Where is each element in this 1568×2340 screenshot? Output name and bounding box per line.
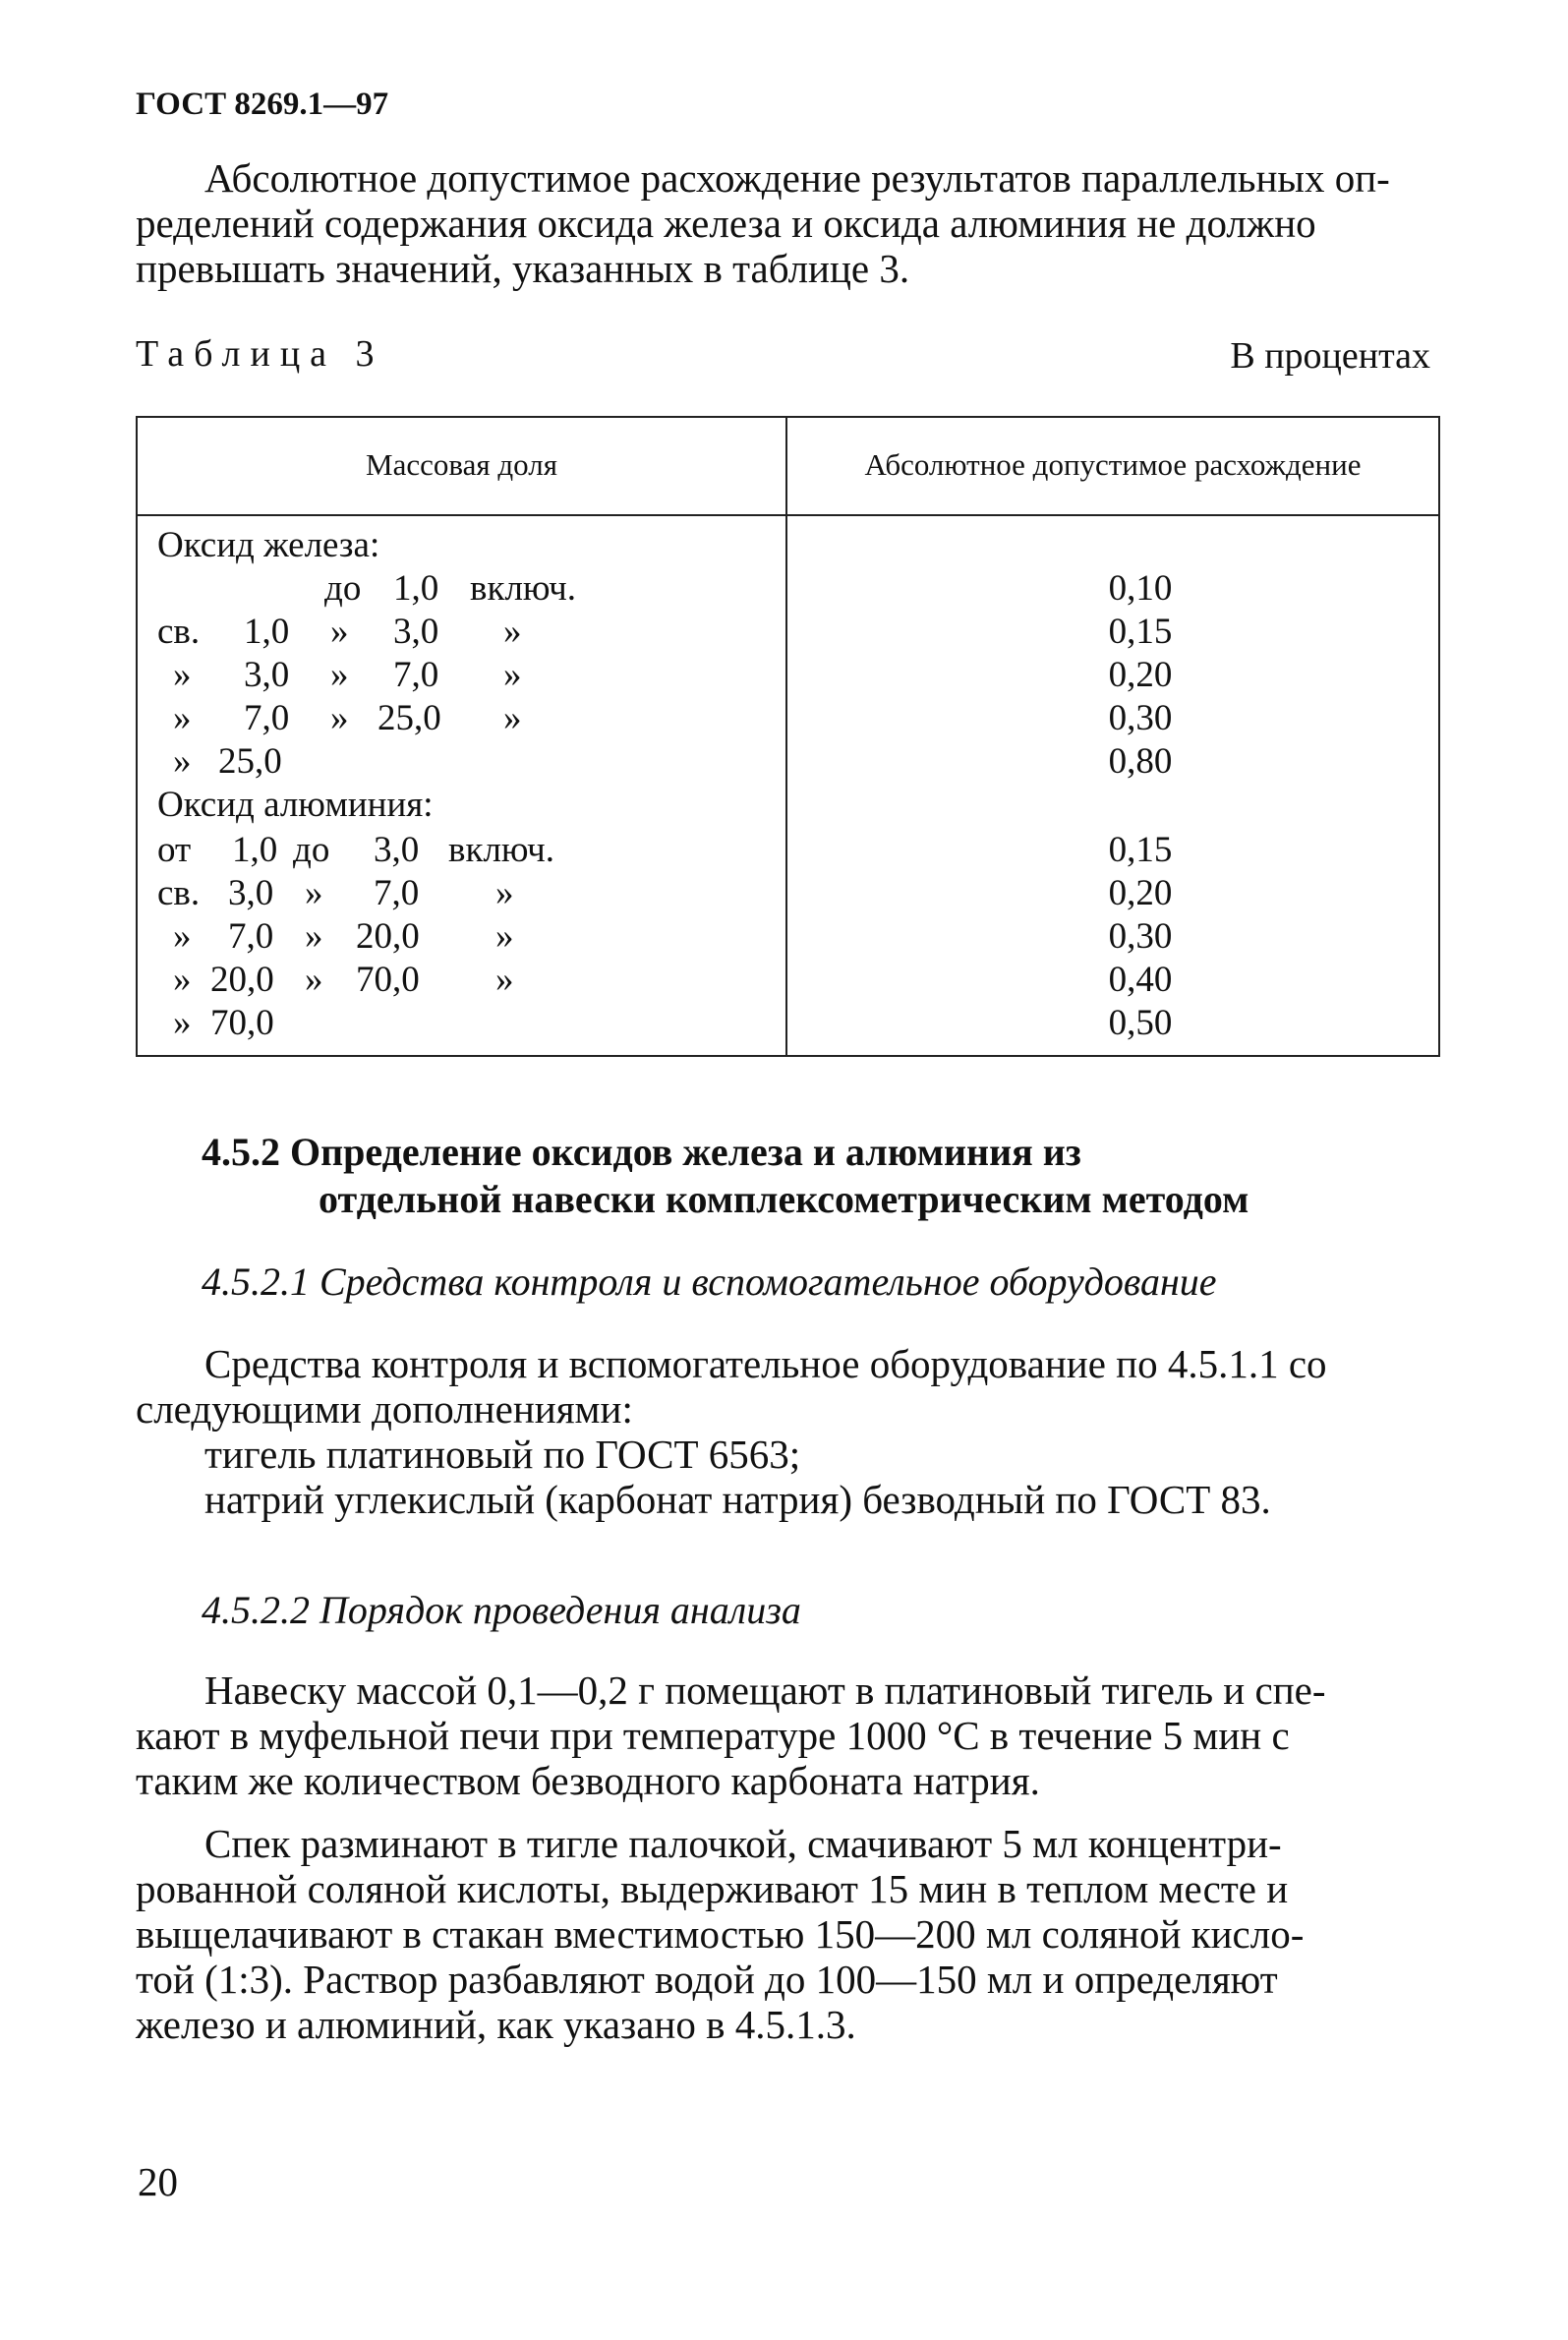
equipment-item: натрий углекислый (карбонат натрия) безводный по ГОСТ 83. — [204, 1477, 1271, 1522]
paragraph-line: следующими дополнениями: — [136, 1386, 633, 1432]
procedure-paragraph-1 — [136, 1667, 1440, 1803]
table-row: » 3,0 » 7,0 » 0,20 — [173, 655, 1173, 695]
paragraph-line: рованной соляной кислоты, выдерживают 15 мин в теплом месте и — [136, 1866, 1289, 1911]
paragraph-line: Спек разминают в тигле палочкой, смачивают 5 мл концентри- — [204, 1821, 1282, 1866]
table-row: » 70,0 0,50 — [173, 1003, 1173, 1043]
table-row: от 1,0 до 3,0 включ. 0,15 — [157, 830, 1173, 870]
table-row: до 1,0 включ. 0,10 — [324, 568, 1173, 609]
table-row: » 7,0 » 20,0 » 0,30 — [173, 916, 1173, 957]
equipment-paragraph — [136, 1341, 1440, 1522]
paragraph-line: Средства контроля и вспомогательное оборудование по 4.5.1.1 со — [204, 1341, 1327, 1386]
table-header-deviation: Абсолютное допустимое расхождение — [864, 447, 1362, 482]
paragraph-line: кают в муфельной печи при температуре 1000 °С в течение 5 мин с — [136, 1713, 1290, 1758]
procedure-paragraph-2 — [136, 1821, 1440, 2047]
intro-line: ределений содержания оксида железа и оксида алюминия не должно — [136, 201, 1316, 246]
table-header-divider — [136, 514, 1440, 516]
subsection-title-procedure: 4.5.2.2 Порядок проведения анализа — [202, 1588, 801, 1632]
table-row: » 25,0 0,80 — [173, 741, 1173, 782]
paragraph-line: железо и алюминий, как указано в 4.5.1.3. — [136, 2002, 856, 2047]
table-row: св. 1,0 » 3,0 » 0,15 — [157, 612, 1173, 652]
paragraph-line: выщелачивают в стакан вместимостью 150—200 мл соляной кисло- — [136, 1911, 1305, 1957]
table-row: » 20,0 » 70,0 » 0,40 — [173, 960, 1173, 1000]
subsection-title-equipment: 4.5.2.1 Средства контроля и вспомогательное оборудование — [202, 1259, 1217, 1304]
paragraph-line: таким же количеством безводного карбоната натрия. — [136, 1758, 1040, 1803]
equipment-item: тигель платиновый по ГОСТ 6563; — [204, 1432, 801, 1477]
table-row: св. 3,0 » 7,0 » 0,20 — [157, 873, 1173, 913]
paragraph-line: Навеску массой 0,1—0,2 г помещают в платиновый тигель и спе- — [204, 1667, 1326, 1713]
intro-paragraph — [136, 155, 1440, 291]
table-label: Таблица 3 — [136, 333, 384, 375]
table-unit: В процентах — [1230, 335, 1430, 377]
section-title-line: отдельной навески комплексометрическим методом — [319, 1177, 1249, 1221]
table-row: » 7,0 » 25,0 » 0,30 — [173, 698, 1173, 738]
paragraph-line: той (1:3). Раствор разбавляют водой до 100—150 мл и определяют — [136, 1957, 1278, 2002]
document-code: ГОСТ 8269.1—97 — [136, 87, 389, 122]
intro-line: Абсолютное допустимое расхождение результатов параллельных оп- — [204, 155, 1390, 201]
table-header-mass-fraction: Массовая доля — [366, 447, 557, 482]
intro-line: превышать значений, указанных в таблице 3. — [136, 246, 910, 291]
section-title-line: 4.5.2 Определение оксидов железа и алюминия из — [202, 1130, 1081, 1174]
page-number: 20 — [138, 2159, 178, 2204]
